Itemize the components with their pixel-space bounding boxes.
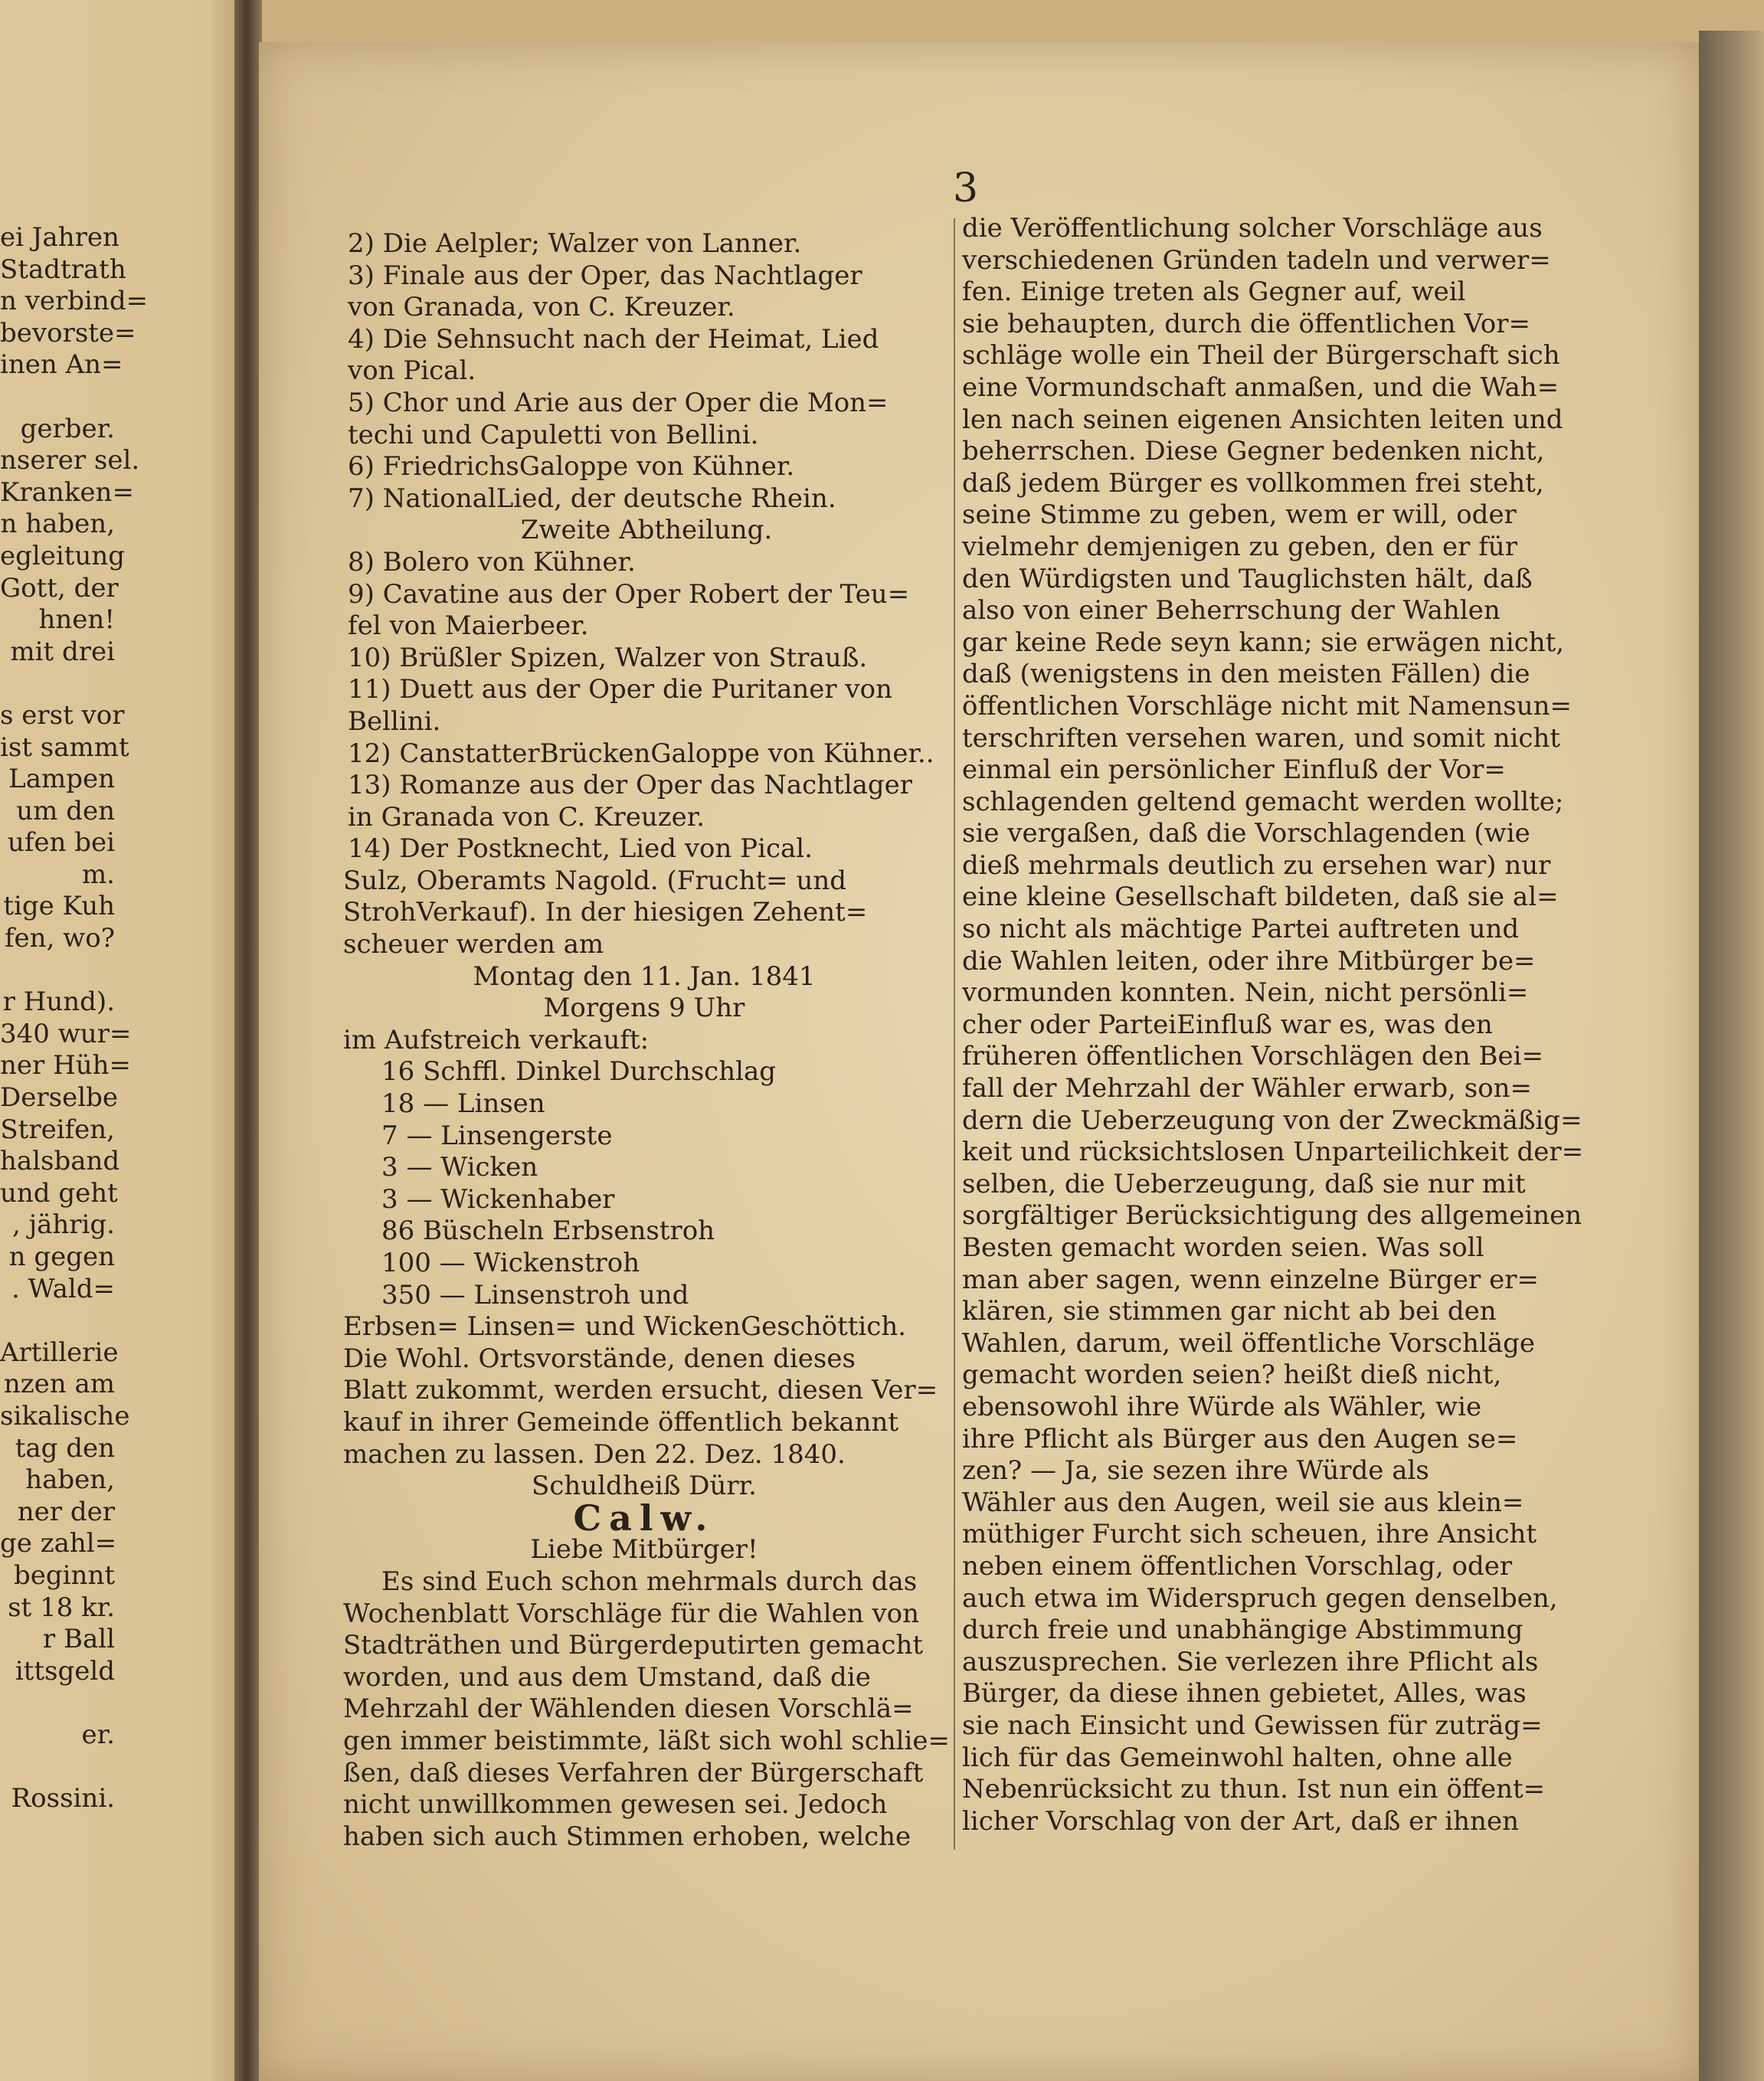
notice-line: Sulz, Oberamts Nagold. (Frucht= und — [343, 865, 847, 896]
letter-line: Es sind Euch schon mehrmals durch das — [381, 1566, 918, 1597]
article-line: die Wahlen leiten, oder ihre Mitbürger be= — [962, 945, 1536, 977]
article-line: zen? — Ja, sie sezen ihre Würde als — [962, 1455, 1429, 1487]
article-line: eine Vormundschaft anmaßen, und die Wah= — [962, 371, 1559, 403]
notice-line: Montag den 11. Jan. 1841 — [473, 960, 816, 992]
fragment-line: Lampen — [8, 764, 115, 795]
article-line: Wahlen, darum, weil öffentliche Vorschläge — [962, 1327, 1535, 1359]
fragment-line: . Wald= — [11, 1273, 115, 1304]
notice-line: Schuldheiß Dürr. — [532, 1471, 757, 1502]
article-line: selben, die Ueberzeugung, daß sie nur mit — [962, 1168, 1526, 1199]
program-item: 13) Romanze aus der Oper das Nachtlager — [348, 770, 913, 801]
article-line: ebensowohl ihre Würde als Wähler, wie — [962, 1391, 1482, 1422]
notice-line: 3 — Wicken — [381, 1152, 538, 1183]
fragment-line: gerber. — [20, 413, 115, 444]
letter-line: worden, und aus dem Umstand, daß die — [343, 1661, 871, 1693]
notice-line: 7 — Linsengerste — [381, 1120, 613, 1151]
article-line: öffentlichen Vorschläge nicht mit Namensun= — [962, 690, 1572, 721]
program-item: von Pical. — [348, 355, 476, 387]
article-line: keit und rücksichtslosen Unparteilichkeit der= — [962, 1137, 1584, 1168]
notice-line: Morgens 9 Uhr — [543, 993, 745, 1024]
fragment-line: hnen! — [38, 604, 115, 636]
fragment-line: um den — [16, 795, 115, 826]
program-item: Zweite Abtheilung. — [520, 515, 773, 546]
column-2 — [962, 213, 1584, 1837]
fragment-line: haben, — [25, 1464, 115, 1496]
notice-line: Die Wohl. Ortsvorstände, denen dieses — [343, 1343, 856, 1374]
program-item: fel von Maierbeer. — [348, 610, 589, 642]
fragment-line: Kranken= — [0, 476, 134, 508]
article-line: neben einem öffentlichen Vorschlag, oder — [962, 1550, 1513, 1582]
article-line: klären, sie stimmen gar nicht ab bei den — [962, 1296, 1497, 1327]
fragment-line: tag den — [15, 1432, 115, 1464]
notice-line: scheuer werden am — [343, 929, 604, 960]
article-line: gar keine Rede seyn kann; sie erwägen nicht, — [962, 627, 1565, 658]
fragment-line: Artillerie — [0, 1337, 119, 1368]
program-item: 14) Der Postknecht, Lied von Pical. — [348, 833, 813, 865]
article-line: beherrschen. Diese Gegner bedenken nicht, — [962, 436, 1545, 467]
article-line: so nicht als mächtige Partei auftreten und — [962, 914, 1520, 945]
fragment-line: egleitung — [0, 540, 125, 571]
article-line: man aber sagen, wenn einzelne Bürger er= — [962, 1264, 1539, 1295]
article-line: gemacht worden seien? heißt dieß nicht, — [962, 1360, 1502, 1391]
letter-line: gen immer beistimmte, läßt sich wohl schlie= — [343, 1725, 951, 1756]
notice-line: machen zu lassen. Den 22. Dez. 1840. — [343, 1438, 846, 1470]
notice-line: Erbsen= Linsen= und WickenGeschöttich. — [343, 1311, 907, 1343]
notice-line: StrohVerkauf). In der hiesigen Zehent= — [343, 897, 868, 928]
fragment-line: halsband — [0, 1146, 120, 1177]
fragment-line: Rossini. — [11, 1783, 115, 1814]
article-line: durch freie und unabhängige Abstimmung — [962, 1615, 1523, 1646]
article-line: verschiedenen Gründen tadeln und verwer= — [962, 244, 1551, 276]
program-item: 11) Duett aus der Oper die Puritaner von — [348, 674, 892, 705]
fragment-line: nserer sel. — [0, 445, 140, 476]
article-line: also von einer Beherrschung der Wahlen — [962, 595, 1501, 627]
article-line: sie nach Einsicht und Gewissen für zuträg= — [962, 1710, 1543, 1741]
fragment-line: sikalische — [0, 1400, 130, 1432]
fragment-line: und geht — [0, 1177, 118, 1209]
program-item: 2) Die Aelpler; Walzer von Lanner. — [348, 228, 802, 259]
fragment-line — [0, 1687, 115, 1719]
article-line: schlagenden geltend gemacht werden wollte; — [962, 786, 1564, 817]
article-line: schläge wolle ein Theil der Bürgerschaft sich — [962, 340, 1560, 371]
article-line: dern die Ueberzeugung von der Zweckmäßig= — [962, 1104, 1582, 1136]
program-item: Bellini. — [348, 705, 441, 737]
fragment-line: fen, wo? — [4, 923, 115, 954]
article-line: vormunden konnten. Nein, nicht persönli= — [962, 977, 1529, 1009]
program-item: 7) NationalLied, der deutsche Rhein. — [348, 483, 836, 514]
program-item: techi und Capuletti von Bellini. — [348, 419, 759, 450]
letter-text — [343, 1566, 951, 1853]
program-item: 3) Finale aus der Oper, das Nachtlager — [348, 260, 862, 291]
fragment-line: tige Kuh — [3, 891, 115, 922]
notice-line: kauf in ihrer Gemeinde öffentlich bekannt — [343, 1406, 899, 1438]
article-line: fen. Einige treten als Gegner auf, weil — [962, 276, 1466, 308]
article-line: Besten gemacht worden seien. Was soll — [962, 1232, 1484, 1263]
section-heading: Calw. — [573, 1497, 715, 1539]
fragment-line: Derselbe — [0, 1082, 118, 1114]
fragment-line: Streifen, — [0, 1114, 115, 1145]
article-line: len nach seinen eigenen Ansichten leiten und — [962, 404, 1563, 435]
article-line: eine kleine Gesellschaft bildeten, daß sie al= — [962, 882, 1559, 913]
page-number: 3 — [953, 165, 979, 211]
article-line: ihre Pflicht als Bürger aus den Augen se= — [962, 1423, 1518, 1454]
article-line: sie vergaßen, daß die Vorschlagenden (wie — [962, 818, 1530, 849]
fragment-line: 340 wur= — [0, 1018, 132, 1049]
fragment-line: r Ball — [42, 1624, 115, 1655]
letter-line: haben sich auch Stimmen erhoben, welche — [343, 1821, 911, 1852]
fragment-line: st 18 kr. — [8, 1592, 115, 1623]
letter-line: ßen, daß dieses Verfahren der Bürgerschaft — [343, 1757, 924, 1788]
notice-line: 350 — Linsenstroh und — [381, 1279, 689, 1310]
article-line: terschriften versehen waren, und somit nicht — [962, 722, 1561, 754]
fragment-line — [0, 1305, 115, 1337]
fragment-line: bevorste= — [0, 317, 136, 348]
fragment-line: n verbind= — [0, 286, 149, 317]
fragment-line: Stadtrath — [0, 254, 126, 285]
letter-line: Mehrzahl der Wählenden diesen Vorschlä= — [343, 1693, 914, 1725]
program-item: in Granada von C. Kreuzer. — [348, 801, 705, 833]
fragment-line — [0, 955, 115, 987]
article-line: lich für das Gemeinwohl halten, ohne alle — [962, 1742, 1513, 1773]
book-gutter — [234, 0, 262, 2081]
letter-line: Wochenblatt Vorschläge für die Wahlen von — [343, 1598, 920, 1629]
fragment-line — [0, 381, 115, 414]
program-item: 8) Bolero von Kühner. — [348, 546, 636, 578]
page-edge — [1699, 31, 1764, 2081]
fragment-line: n gegen — [8, 1242, 115, 1272]
sale-notice — [343, 865, 945, 1503]
fragment-line — [0, 668, 115, 700]
article-line: die Veröffentlichung solcher Vorschläge aus — [962, 213, 1543, 244]
notice-line: Blatt zukommt, werden ersucht, diesen Ver= — [343, 1375, 938, 1406]
article-line: Wähler aus den Augen, weil sie aus klein= — [962, 1487, 1524, 1518]
fragment-line: ner der — [17, 1496, 115, 1527]
fragment-line: ner Hüh= — [0, 1050, 132, 1081]
article-line: licher Vorschlag von der Art, daß er ihnen — [962, 1805, 1519, 1837]
letter-line: Stadträthen und Bürgerdeputirten gemacht — [343, 1630, 924, 1661]
notice-line: 100 — Wickenstroh — [381, 1248, 640, 1278]
article-line: daß (wenigstens in den meisten Fällen) die — [962, 659, 1530, 690]
article-line: müthiger Furcht sich scheuen, ihre Ansicht — [962, 1519, 1537, 1550]
program-item: 5) Chor und Arie aus der Oper die Mon= — [348, 387, 889, 418]
column-1 — [343, 228, 951, 1853]
article-line: auszusprechen. Sie verlezen ihre Pflicht als — [962, 1646, 1539, 1677]
notice-line: 86 Büscheln Erbsenstroh — [381, 1216, 715, 1247]
fragment-line: beginnt — [14, 1559, 115, 1591]
notice-line: 16 Schffl. Dinkel Durchschlag — [381, 1056, 777, 1088]
program-item: 4) Die Sehnsucht nach der Heimat, Lied — [348, 323, 879, 355]
program-item: 10) Brüßler Spizen, Walzer von Strauß. — [348, 642, 868, 673]
article-line: vielmehr demjenigen zu geben, den er für — [962, 531, 1517, 562]
letter-line: nicht unwillkommen gewesen sei. Jedoch — [343, 1789, 888, 1821]
article-line: daß jedem Bürger es vollkommen frei steht, — [962, 467, 1544, 499]
fragment-line: ufen bei — [7, 827, 115, 859]
column-divider — [954, 218, 955, 1850]
article-line: Nebenrücksicht zu thun. Ist nun ein öffent= — [962, 1774, 1546, 1805]
fragment-line: , jährig. — [11, 1209, 115, 1241]
notice-line: 18 — Linsen — [381, 1088, 545, 1120]
fragment-line: n haben, — [0, 509, 115, 540]
fragment-line: r Hund). — [2, 987, 115, 1018]
article-line: Bürger, da diese ihnen gebietet, Alles, was — [962, 1678, 1527, 1710]
program-item: 6) FriedrichsGaloppe von Kühner. — [348, 451, 795, 483]
notice-line: im Aufstreich verkauft: — [343, 1024, 650, 1055]
program-item: 12) CanstatterBrückenGaloppe von Kühner.. — [348, 738, 934, 769]
fragment-line: s erst vor — [0, 699, 125, 731]
article-line: auch etwa im Widerspruch gegen denselben, — [962, 1582, 1558, 1614]
fragment-line: inen An= — [0, 349, 123, 381]
article-line: sie behaupten, durch die öffentlichen Vor= — [962, 308, 1530, 339]
fragment-line: m. — [81, 859, 115, 890]
article-line: einmal ein persönlicher Einfluß der Vor= — [962, 754, 1506, 786]
fragment-line: mit drei — [10, 636, 115, 667]
notice-line: 3 — Wickenhaber — [381, 1183, 615, 1215]
fragment-line — [0, 1752, 115, 1784]
article-line: dieß mehrmals deutlich zu ersehen war) nur — [962, 849, 1551, 881]
salutation: Liebe Mitbürger! — [530, 1534, 758, 1566]
article-line: cher oder ParteiEinfluß war es, was den — [962, 1009, 1493, 1040]
article-line: den Würdigsten und Tauglichsten hält, daß — [962, 563, 1533, 594]
article-line: früheren öffentlichen Vorschlägen den Bei= — [962, 1041, 1543, 1072]
fragment-line: ist sammt — [0, 731, 129, 763]
fragment-line: ittsgeld — [15, 1655, 115, 1687]
article-line: sorgfältiger Berücksichtigung des allgemeinen — [962, 1200, 1582, 1232]
fragment-line: er. — [81, 1719, 115, 1750]
program-item: 9) Cavatine aus der Oper Robert der Teu= — [348, 578, 910, 610]
fragment-line: nzen am — [3, 1369, 115, 1400]
left-page-fragment-text — [0, 222, 149, 1815]
concert-program-list — [343, 228, 945, 865]
article-line: seine Stimme zu geben, wem er will, oder — [962, 499, 1517, 531]
program-item: von Granada, von C. Kreuzer. — [348, 292, 735, 323]
fragment-line: ge zahl= — [0, 1528, 117, 1559]
article-line: fall der Mehrzahl der Wähler erwarb, son= — [962, 1073, 1533, 1104]
fragment-line: ei Jahren — [0, 222, 119, 253]
fragment-line: Gott, der — [0, 572, 119, 604]
